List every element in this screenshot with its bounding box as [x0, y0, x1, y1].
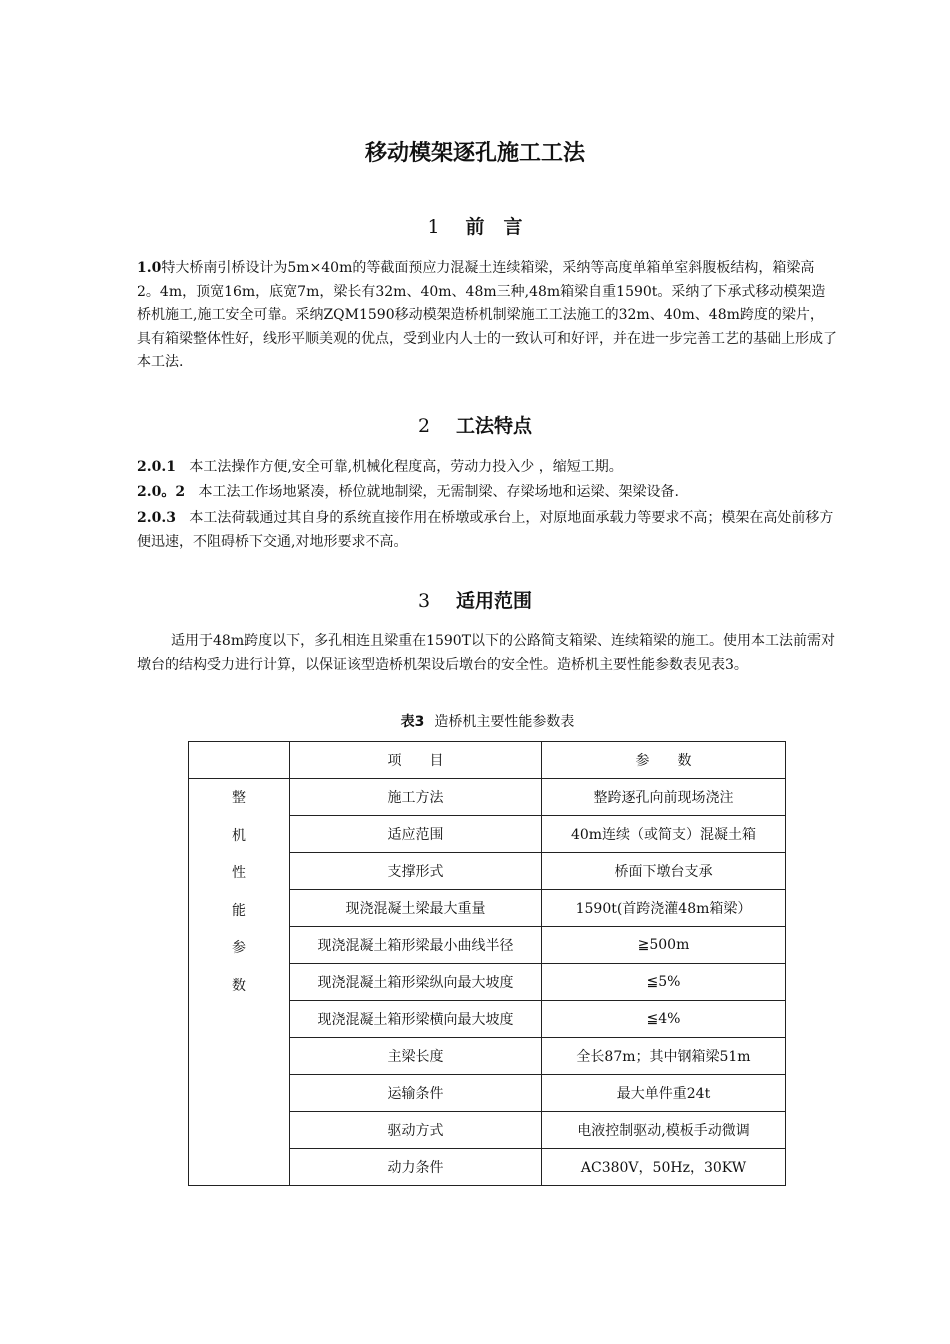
feature-number: 2.0.1 [137, 459, 176, 475]
side-label-char: 整 [232, 790, 246, 806]
param-cell: 最大单件重24t [542, 1075, 786, 1112]
side-label-char: 能 [232, 902, 246, 919]
section-heading-2 [0, 411, 950, 438]
section-number: 2 [417, 415, 431, 437]
item-cell: 现浇混凝土箱形梁最小曲线半径 [290, 927, 542, 964]
header-blank-cell [189, 742, 290, 779]
item-cell: 施工方法 [290, 779, 542, 816]
param-cell: 40m连续（或简支）混凝土箱 [542, 816, 786, 853]
item-cell: 支撑形式 [290, 853, 542, 890]
section-number: 1 [427, 216, 440, 238]
item-cell: 动力条件 [290, 1149, 542, 1186]
table-caption [0, 711, 950, 731]
feature-item [137, 507, 837, 554]
table-caption-number: 表3 [400, 714, 425, 730]
preface-paragraph [137, 257, 837, 375]
item-cell: 驱动方式 [290, 1112, 542, 1149]
side-label-cell [189, 779, 290, 1186]
feature-text: 本工法操作方便,安全可靠,机械化程度高，劳动力投入少 ，缩短工期。 [189, 459, 623, 475]
item-cell: 适应范围 [290, 816, 542, 853]
item-cell: 运输条件 [290, 1075, 542, 1112]
feature-number: 2.0.3 [137, 510, 176, 526]
section-title: 适用范围 [456, 590, 533, 612]
param-cell: 电液控制驱动,模板手动微调 [542, 1112, 786, 1149]
item-cell: 主梁长度 [290, 1038, 542, 1075]
param-cell: ≦4% [542, 1001, 786, 1038]
side-label-char: 机 [232, 827, 246, 844]
document-title: 移动模架逐孔施工工法 [364, 141, 585, 166]
param-cell: 全长87m；其中钢箱梁51m [542, 1038, 786, 1075]
feature-item [137, 456, 837, 480]
side-label-char: 数 [232, 977, 246, 994]
header-param-cell: 参 数 [542, 742, 786, 779]
param-cell: ≦5% [542, 964, 786, 1001]
section-title: 工法特点 [456, 415, 533, 437]
item-cell: 现浇混凝土箱形梁横向最大坡度 [290, 1001, 542, 1038]
spec-table [188, 741, 786, 1186]
param-cell: 桥面下墩台支承 [542, 853, 786, 890]
param-cell: AC380V，50Hz，30KW [542, 1149, 786, 1186]
feature-text: 本工法荷载通过其自身的系统直接作用在桥墩或承台上，对原地面承载力等要求不高；模架在高处前移方便迅速，不阻碍桥下交通,对地形要求不高。 [137, 510, 834, 550]
item-cell: 现浇混凝土箱形梁纵向最大坡度 [290, 964, 542, 1001]
item-cell: 现浇混凝土梁最大重量 [290, 890, 542, 927]
side-label-char: 参 [232, 940, 246, 956]
param-cell: 1590t(首跨浇灌48m箱梁） [542, 890, 786, 927]
section-number: 3 [417, 590, 431, 612]
header-item-cell: 项 目 [290, 742, 542, 779]
table-caption-text: 造桥机主要性能参数表 [434, 714, 575, 730]
scope-paragraph: 适用于48m跨度以下，多孔相连且梁重在1590T以下的公路简支箱梁、连续箱梁的施工。使用本工法前需对墩台的结构受力进行计算，以保证该型造桥机架设后墩台的安全性。造桥机主要性能参数表见表3。 [137, 633, 836, 673]
feature-text: 本工法工作场地紧凑，桥位就地制梁，无需制梁、存梁场地和运梁、架梁设备. [198, 484, 679, 500]
table-header-row [189, 742, 786, 779]
section-heading-3 [0, 586, 950, 613]
feature-number: 2.0。2 [137, 484, 186, 500]
feature-item [137, 481, 837, 505]
param-cell: ≧500m [542, 927, 786, 964]
table-row [189, 779, 786, 816]
param-cell: 整跨逐孔向前现场浇注 [542, 779, 786, 816]
preface-prefix: 1.0 [137, 260, 162, 276]
side-label-char: 性 [232, 865, 246, 881]
section-title: 前 言 [465, 216, 523, 238]
section-heading-1 [0, 212, 950, 239]
preface-text: 特大桥南引桥设计为5m×40m的等截面预应力混凝土连续箱梁，采纳等高度单箱单室斜腹板结构，箱梁高2。4m，顶宽16m，底宽7m，梁长有32m、40m、48m三种,48m箱梁自重1590t。采纳了下承式移动模架造桥机施工,施工安全可靠。采纳ZQM1590移动模架造桥机制梁施工工法施工的32m、40m、48m跨度的梁片，具有箱梁整体性好，线形平顺美观的优点，受到业内人士的一致认可和好评，并在进一步完善工艺的基础上形成了本工法. [137, 260, 837, 370]
